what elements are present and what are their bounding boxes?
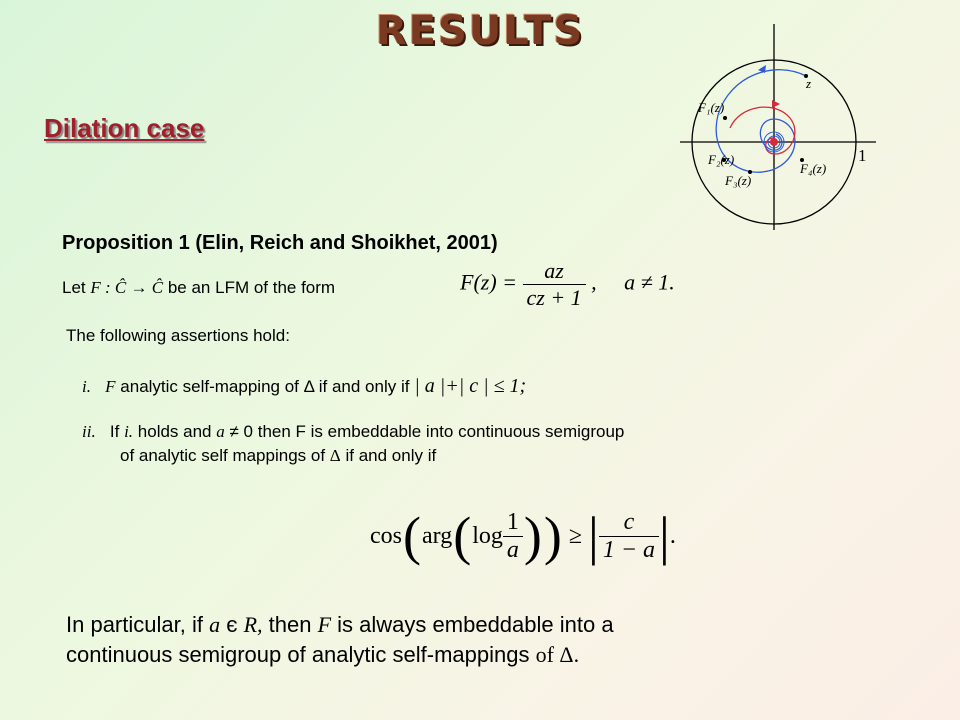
- assertion-i-condition: | a |+| c | ≤ 1;: [414, 375, 527, 397]
- assertions-intro: The following assertions hold:: [66, 326, 290, 345]
- conclusion-var-a: a: [209, 612, 221, 637]
- assertion-ii-delta: Δ: [329, 446, 341, 465]
- assertion-i-var: F: [105, 377, 116, 396]
- formula-end: .: [669, 522, 676, 549]
- assertion-i: [82, 375, 526, 398]
- assertion-i-marker: i.: [82, 377, 91, 396]
- formula-numerator: az: [544, 258, 564, 283]
- f4-label: F₄(z): [800, 161, 827, 176]
- formula-lhs: F(z) =: [460, 269, 517, 295]
- assertion-ii-pre: If: [109, 422, 120, 441]
- spiral-diagram: [680, 20, 880, 235]
- red-arrow: [772, 100, 780, 108]
- assertion-ii-mid: holds and: [137, 422, 212, 441]
- conclusion-reals: R,: [243, 612, 263, 637]
- log-symbol: log: [472, 522, 503, 549]
- assertion-ii-text: ≠ 0 then F is embeddable into continuous semigroup: [229, 422, 625, 441]
- section-heading: Dilation case: [44, 113, 205, 143]
- let-line: [62, 278, 335, 298]
- assertion-ii-var: a: [216, 422, 225, 441]
- arg-symbol: arg: [421, 522, 453, 549]
- let-map: F : Ĉ → Ĉ: [90, 278, 164, 297]
- one-label: 1: [858, 146, 867, 165]
- conclusion-var-f: F: [317, 612, 332, 637]
- conclusion-paragraph: In particular, if a є R, then F is always embeddable into a continuous semigroup of analytic self-mappings of Δ.: [66, 612, 614, 667]
- cos-symbol: cos: [370, 522, 402, 549]
- assertion-ii-line2-pre: of analytic self mappings of: [120, 446, 326, 465]
- embedding-condition-formula: cos ( arg ( log 1 a ) ) ≥ | c 1 − a | .: [370, 506, 676, 566]
- c-over-one-minus-a: c 1 − a: [599, 509, 659, 564]
- f3-label: F₃(z): [725, 173, 752, 188]
- assertion-ii-marker: ii.: [82, 422, 96, 441]
- formula-fraction: [523, 258, 586, 311]
- f1-label: F₁(z): [698, 100, 725, 115]
- let-prefix: Let: [62, 278, 86, 297]
- fixed-point: [770, 138, 778, 146]
- let-suffix: be an LFM of the form: [167, 278, 336, 297]
- formula-condition: , a ≠ 1.: [591, 269, 675, 295]
- ge-symbol: ≥: [568, 522, 582, 549]
- assertion-ii: [82, 420, 624, 468]
- proposition-heading: Proposition 1 (Elin, Reich and Shoikhet, 2001): [62, 232, 498, 254]
- formula-denominator: cz + 1: [523, 284, 586, 311]
- red-trajectory: [730, 107, 795, 154]
- lfm-formula: [460, 258, 675, 311]
- assertion-ii-line2-post: if and only if: [345, 446, 437, 465]
- slide-title: RESULTS: [375, 8, 585, 54]
- assertion-i-text: analytic self-mapping of Δ if and only if: [120, 377, 410, 396]
- one-over-a: 1 a: [503, 509, 523, 564]
- f2-label: F₂(z): [708, 152, 735, 167]
- z-label: z: [806, 76, 812, 91]
- assertion-ii-ref: i.: [124, 422, 134, 441]
